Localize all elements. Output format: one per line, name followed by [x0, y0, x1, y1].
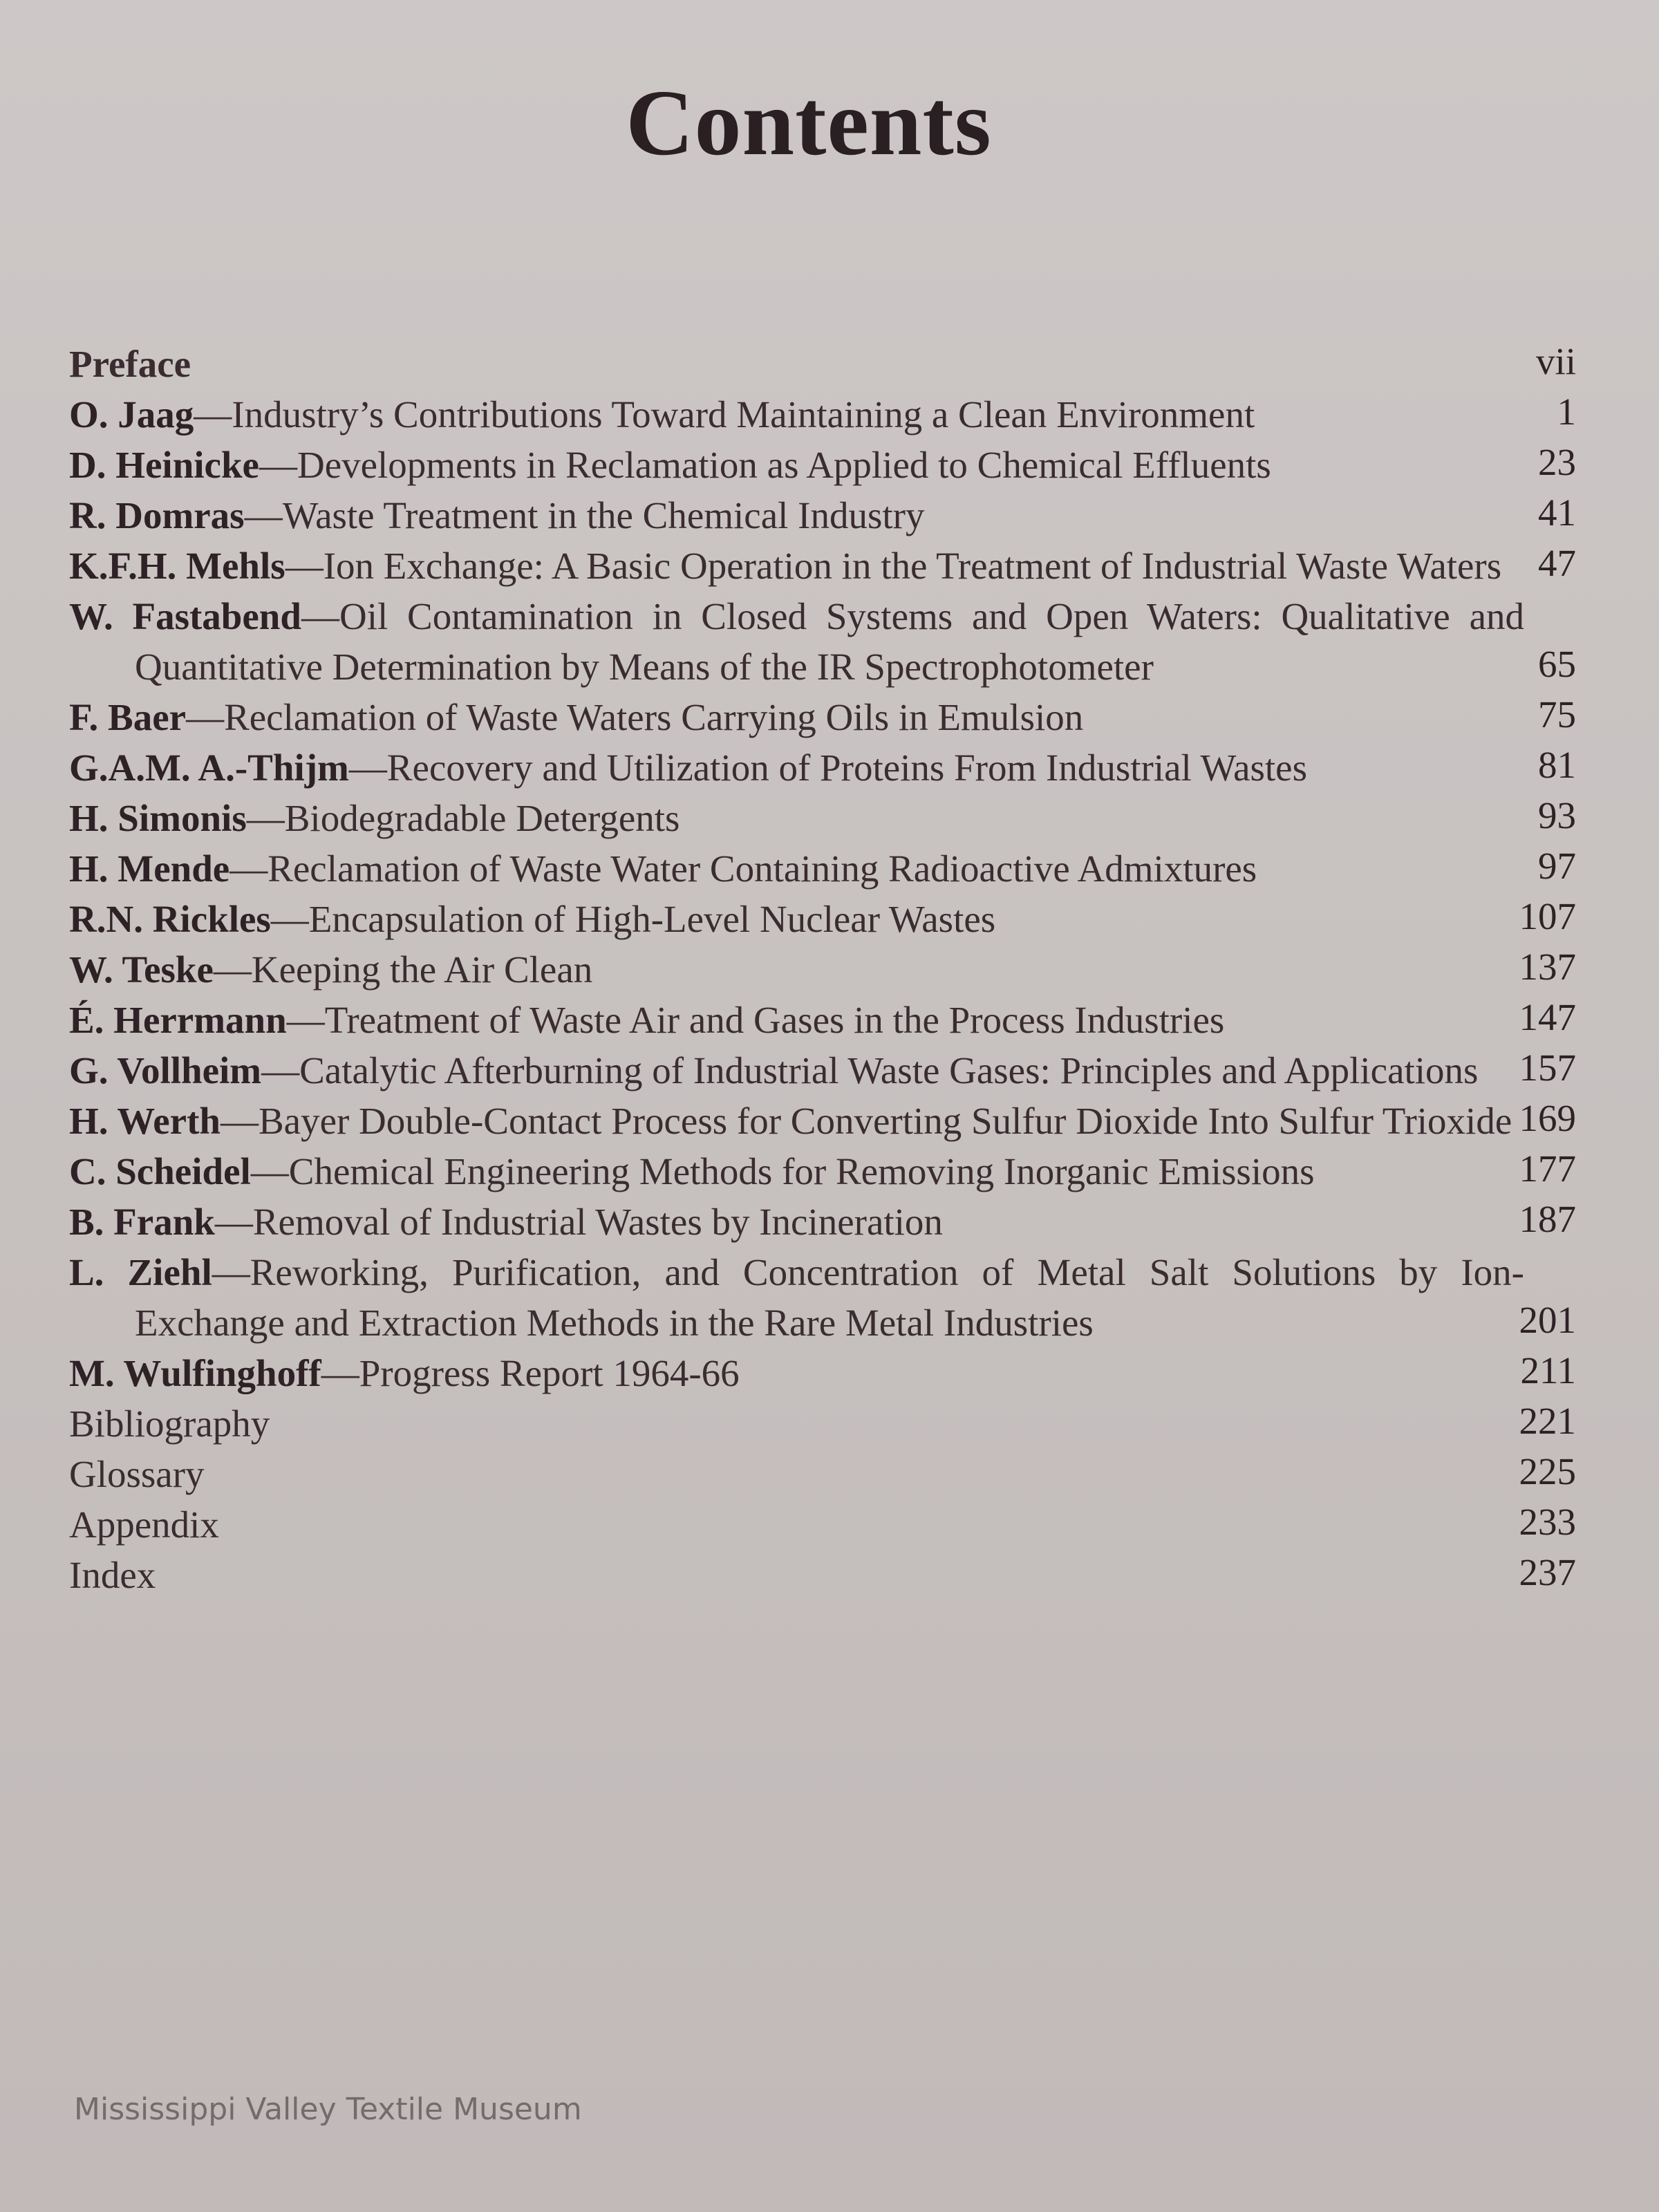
toc-entry-title: Appendix: [69, 1503, 219, 1546]
toc-entry-author: D. Heinicke: [69, 444, 259, 486]
toc-entry-author: H. Mende: [69, 847, 230, 890]
toc-entry: [69, 1550, 1576, 1600]
toc-entry-page-number: 211: [1520, 1349, 1576, 1391]
toc-entry-dash: —: [285, 545, 324, 587]
toc-entry-page-number: 107: [1519, 895, 1576, 937]
toc-entry-title: Recovery and Utilization of Proteins From Industrial Wastes: [386, 747, 1307, 789]
toc-entry: [69, 995, 1576, 1045]
toc-entry-text: [69, 1398, 1524, 1449]
toc-entry-text: [69, 742, 1524, 793]
toc-entry-text: [69, 843, 1524, 894]
toc-entry-author: H. Werth: [69, 1100, 221, 1142]
toc-entry-page-number: 201: [1519, 1299, 1576, 1341]
toc-entry-title: Industry’s Contributions Toward Maintaining a Clean Environment: [232, 393, 1255, 435]
toc-entry: [69, 490, 1576, 541]
toc-entry-dash: —: [212, 1251, 250, 1293]
toc-entry-page-number: 23: [1538, 441, 1576, 483]
toc-entry-text: [69, 1550, 1524, 1600]
toc-entry-title: Encapsulation of High-Level Nuclear Wastes: [308, 898, 996, 940]
toc-entry-title: Developments in Reclamation as Applied to Chemical Effluents: [297, 444, 1271, 486]
toc-entry-dash: —: [220, 1100, 259, 1142]
toc-entry-text: [69, 541, 1524, 591]
toc-entry: [69, 1096, 1576, 1146]
toc-entry-dash: —: [261, 1049, 300, 1091]
toc-entry-dash: —: [194, 393, 232, 435]
toc-entry-title: Ion Exchange: A Basic Operation in the Treatment of Industrial Waste Waters: [323, 545, 1502, 587]
toc-entry-page-number: 225: [1519, 1450, 1576, 1492]
toc-entry-page-number: 93: [1538, 794, 1576, 836]
toc-entry-author: B. Frank: [69, 1201, 215, 1243]
toc-entry-text: [69, 591, 1524, 692]
toc-entry-author: G. Vollheim: [69, 1049, 262, 1091]
toc-entry-author: H. Simonis: [69, 797, 247, 839]
toc-entry-dash: —: [214, 1201, 253, 1243]
toc-entry-title: Progress Report 1964-66: [359, 1352, 740, 1394]
toc-entry: [69, 1348, 1576, 1398]
toc-entry-text: [69, 793, 1524, 843]
toc-entry-text: [69, 490, 1524, 541]
toc-entry-page-number: 177: [1519, 1147, 1576, 1190]
toc-entry-author: W. Teske: [69, 948, 214, 991]
toc-entry-page-number: 137: [1519, 946, 1576, 988]
watermark: Mississippi Valley Textile Museum: [74, 2092, 582, 2127]
toc-entry: [69, 1146, 1576, 1197]
toc-entry: [69, 389, 1576, 440]
toc-entry-page-number: 1: [1557, 391, 1576, 433]
toc-entry-page-number: vii: [1535, 340, 1576, 382]
toc-entry-author: G.A.M. A.-Thijm: [69, 747, 349, 789]
toc-entry-dash: —: [286, 999, 325, 1041]
toc-entry-author: F. Baer: [69, 696, 187, 738]
toc-entry: [69, 1045, 1576, 1096]
toc-entry: [69, 793, 1576, 843]
toc-entry-page-number: 41: [1538, 491, 1576, 534]
toc-entry-text: [69, 995, 1524, 1045]
toc-entry-dash: —: [186, 696, 225, 738]
toc-entry-author: C. Scheidel: [69, 1150, 251, 1192]
toc-entry-dash: —: [259, 444, 297, 486]
page-title: Contents: [626, 71, 992, 175]
toc-entry-author: W. Fastabend: [69, 595, 301, 637]
toc-entry-page-number: 237: [1519, 1551, 1576, 1593]
toc-entry: [69, 692, 1576, 742]
toc-entry-title: Waste Treatment in the Chemical Industry: [282, 494, 925, 536]
toc-entry-page-number: 157: [1519, 1047, 1576, 1089]
toc-entry: [69, 742, 1576, 793]
toc-entry-title: Index: [69, 1554, 156, 1596]
toc-entry-author: O. Jaag: [69, 393, 194, 435]
toc-entry-text: [69, 1045, 1524, 1096]
toc-entry-author: L. Ziehl: [69, 1251, 212, 1293]
toc-entry-dash: —: [246, 797, 285, 839]
toc-entry-text: [69, 1247, 1524, 1348]
toc-entry-page-number: 97: [1538, 845, 1576, 887]
toc-entry: [69, 339, 1576, 389]
toc-entry: [69, 591, 1576, 692]
toc-entry-dash: —: [213, 948, 252, 991]
toc-entry-title: Reclamation of Waste Water Containing Radioactive Admixtures: [268, 847, 1257, 890]
toc-entry-dash: —: [244, 494, 283, 536]
toc-entry-author: É. Herrmann: [69, 999, 287, 1041]
toc-entry: [69, 1499, 1576, 1550]
toc-entry-text: [69, 1348, 1524, 1398]
toc-entry-title: Biodegradable Detergents: [284, 797, 680, 839]
toc-entry-text: [69, 1146, 1524, 1197]
toc-entry-text: [69, 1197, 1524, 1247]
toc-entry-title: Bibliography: [69, 1403, 270, 1445]
toc-entry-text: [69, 944, 1524, 995]
toc-entry-author: R. Domras: [69, 494, 245, 536]
toc-entry: [69, 1247, 1576, 1348]
toc-entry-author: R.N. Rickles: [69, 898, 271, 940]
toc-entry-dash: —: [270, 898, 309, 940]
toc-entry-dash: —: [301, 595, 339, 637]
toc-entry-dash: —: [250, 1150, 289, 1192]
toc-entry: [69, 944, 1576, 995]
toc-entry-title: Preface: [69, 343, 191, 385]
toc-entry-text: [69, 389, 1524, 440]
toc-entry: [69, 1449, 1576, 1499]
toc-entry-dash: —: [229, 847, 268, 890]
toc-entry-page-number: 169: [1519, 1097, 1576, 1139]
toc-entry-title: Removal of Industrial Wastes by Incineration: [252, 1201, 943, 1243]
toc-entry-title: Chemical Engineering Methods for Removing Inorganic Emissions: [288, 1150, 1315, 1192]
toc-entry-title: Treatment of Waste Air and Gases in the Process Industries: [324, 999, 1225, 1041]
toc-entry: [69, 1398, 1576, 1449]
toc-entry-page-number: 147: [1519, 996, 1576, 1038]
toc-entry: [69, 894, 1576, 944]
toc-entry-title: Glossary: [69, 1453, 205, 1495]
toc-entry-page-number: 187: [1519, 1198, 1576, 1240]
toc-entry-page-number: 47: [1538, 542, 1576, 584]
toc-entry: [69, 843, 1576, 894]
toc-entry-author: K.F.H. Mehls: [69, 545, 285, 587]
toc-entry-text: [69, 440, 1524, 490]
toc-entry-text: [69, 339, 1524, 389]
toc-entry: [69, 440, 1576, 490]
toc-entry-text: [69, 894, 1524, 944]
table-of-contents: [69, 339, 1576, 1600]
toc-entry-text: [69, 1449, 1524, 1499]
toc-entry-page-number: 75: [1538, 693, 1576, 735]
toc-entry-page-number: 233: [1519, 1501, 1576, 1543]
toc-entry-text: [69, 692, 1524, 742]
toc-entry-title: Reworking, Purification, and Concentration of Metal Salt Solutions by Ion-Exchange and Extraction Methods in the Rare Metal Industries: [135, 1251, 1524, 1344]
toc-entry-page-number: 81: [1538, 744, 1576, 786]
toc-entry-title: Catalytic Afterburning of Industrial Waste Gases: Principles and Applications: [299, 1049, 1479, 1091]
toc-entry: [69, 1197, 1576, 1247]
toc-entry-text: [69, 1499, 1524, 1550]
toc-entry-dash: —: [321, 1352, 359, 1394]
toc-entry-title: Keeping the Air Clean: [251, 948, 593, 991]
toc-entry-text: [69, 1096, 1524, 1146]
toc-entry-title: Reclamation of Waste Waters Carrying Oils in Emulsion: [224, 696, 1084, 738]
toc-entry-page-number: 221: [1519, 1400, 1576, 1442]
toc-entry: [69, 541, 1576, 591]
toc-entry-title: Bayer Double-Contact Process for Converting Sulfur Dioxide Into Sulfur Trioxide: [258, 1100, 1512, 1142]
toc-entry-dash: —: [348, 747, 387, 789]
toc-entry-author: M. Wulfinghoff: [69, 1352, 321, 1394]
toc-entry-title: Oil Contamination in Closed Systems and Open Waters: Qualitative and Quantitative Determination by Means of the IR Spectrophotometer: [135, 595, 1524, 688]
toc-entry-page-number: 65: [1538, 643, 1576, 685]
